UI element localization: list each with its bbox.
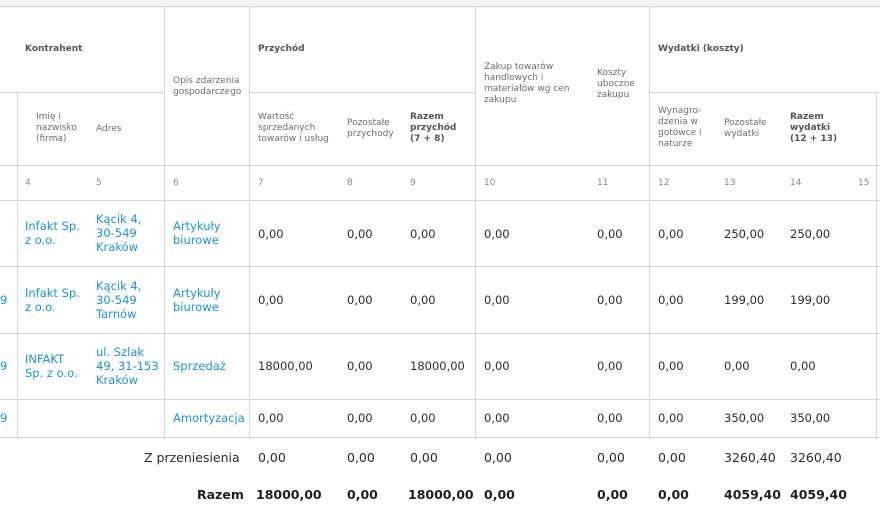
header-zakup-towarow: Zakup towarów handlowych i materiałów wg cen zakupu (484, 62, 570, 105)
cell-c9: 0,00 (410, 293, 436, 307)
carried-c7: 0,00 (258, 450, 286, 465)
total-c9: 18000,00 (408, 487, 474, 502)
cell-c8: 0,00 (347, 293, 373, 307)
column-number: 7 (258, 178, 264, 188)
carried-c11: 0,00 (597, 450, 625, 465)
header-kontrahent: Kontrahent (25, 44, 83, 54)
contractor-address-link[interactable]: Kącik 4, 30-549 Kraków (96, 212, 142, 254)
cell-c7: 18000,00 (258, 359, 313, 373)
carried-c13: 3260,40 (724, 450, 776, 465)
header-razem-przychod: Razem przychód (7 + 8) (410, 112, 457, 144)
description-link[interactable]: Sprzedaż (173, 359, 226, 373)
header-pozostale-wydatki: Pozostałe wydatki (724, 118, 767, 139)
total-c12: 0,00 (658, 487, 689, 502)
contractor-name-link[interactable]: Infakt Sp. z o.o. (25, 219, 80, 247)
cell-c13: 0,00 (724, 359, 750, 373)
carried-c8: 0,00 (347, 450, 375, 465)
cell-c12: 0,00 (658, 411, 684, 425)
header-imie-nazwisko: Imię i nazwisko (firma) (36, 112, 77, 144)
cell-c8: 0,00 (347, 359, 373, 373)
cell-c12: 0,00 (658, 227, 684, 241)
cell-c11: 0,00 (597, 227, 623, 241)
description-link[interactable]: Artykuły biurowe (173, 219, 221, 247)
column-number: 14 (790, 178, 802, 188)
total-c11: 0,00 (597, 487, 628, 502)
description-link[interactable]: Artykuły biurowe (173, 286, 221, 314)
cell-c11: 0,00 (597, 359, 623, 373)
column-number: 4 (25, 178, 31, 188)
cell-c12: 0,00 (658, 293, 684, 307)
column-number: 6 (173, 178, 179, 188)
cell-c9: 0,00 (410, 227, 436, 241)
header-wartosc: Wartość sprzedanych towarów i usług (258, 112, 329, 144)
cell-c14: 0,00 (790, 359, 816, 373)
header-razem-wydatki: Razem wydatki (12 + 13) (790, 112, 838, 144)
lp-fragment[interactable]: 9 (0, 411, 8, 425)
cell-c8: 0,00 (347, 411, 373, 425)
carried-c10: 0,00 (484, 450, 512, 465)
contractor-name-link[interactable]: Infakt Sp. z o.o. (25, 286, 80, 314)
header-wynagrodzenia: Wynagro- dzenia w gotówce i naturze (658, 106, 702, 149)
contractor-name-link[interactable]: INFAKT Sp. z o.o. (25, 352, 78, 380)
total-c13: 4059,40 (724, 487, 781, 502)
cell-c9: 18000,00 (410, 359, 465, 373)
cell-c7: 0,00 (258, 293, 284, 307)
carried-c14: 3260,40 (790, 450, 842, 465)
total-c10: 0,00 (484, 487, 515, 502)
cell-c12: 0,00 (658, 359, 684, 373)
header-adres: Adres (96, 124, 122, 134)
header-przychod: Przychód (258, 44, 305, 54)
total-c8: 0,00 (347, 487, 378, 502)
cell-c11: 0,00 (597, 411, 623, 425)
column-number: 5 (96, 178, 102, 188)
column-number: 12 (658, 178, 670, 188)
column-number: 10 (484, 178, 496, 188)
cell-c7: 0,00 (258, 227, 284, 241)
header-pozostale-przychody: Pozostałe przychody (347, 118, 394, 139)
column-number: 8 (347, 178, 353, 188)
carried-c12: 0,00 (658, 450, 686, 465)
column-number: 15 (858, 178, 870, 188)
cell-c14: 250,00 (790, 227, 831, 241)
cell-c9: 0,00 (410, 411, 436, 425)
column-number: 9 (410, 178, 416, 188)
cell-c10: 0,00 (484, 411, 510, 425)
contractor-address-link[interactable]: Kącik 4, 30-549 Tarnów (96, 279, 142, 321)
cell-c13: 350,00 (724, 411, 765, 425)
total-c14: 4059,40 (790, 487, 847, 502)
carried-c9: 0,00 (410, 450, 438, 465)
cell-c14: 199,00 (790, 293, 831, 307)
cell-c13: 250,00 (724, 227, 765, 241)
cell-c10: 0,00 (484, 227, 510, 241)
total-label: Razem (197, 487, 244, 502)
header-wydatki: Wydatki (koszty) (658, 44, 744, 54)
column-number: 13 (724, 178, 736, 188)
contractor-address-link[interactable]: ul. Szlak 49, 31-153 Kraków (96, 345, 159, 387)
carried-forward-label: Z przeniesienia (144, 450, 240, 465)
lp-fragment[interactable]: 9 (0, 293, 8, 307)
column-number: 11 (597, 178, 609, 188)
cell-c13: 199,00 (724, 293, 765, 307)
cell-c10: 0,00 (484, 359, 510, 373)
cell-c10: 0,00 (484, 293, 510, 307)
lp-fragment[interactable]: 9 (0, 359, 8, 373)
cell-c8: 0,00 (347, 227, 373, 241)
cell-c7: 0,00 (258, 411, 284, 425)
description-link[interactable]: Amortyzacja (173, 411, 245, 425)
cell-c14: 350,00 (790, 411, 831, 425)
header-koszty-uboczne: Koszty uboczne zakupu (597, 68, 635, 100)
cell-c11: 0,00 (597, 293, 623, 307)
header-opis: Opis zdarzenia gospodarczego (173, 76, 242, 97)
total-c7: 18000,00 (256, 487, 322, 502)
